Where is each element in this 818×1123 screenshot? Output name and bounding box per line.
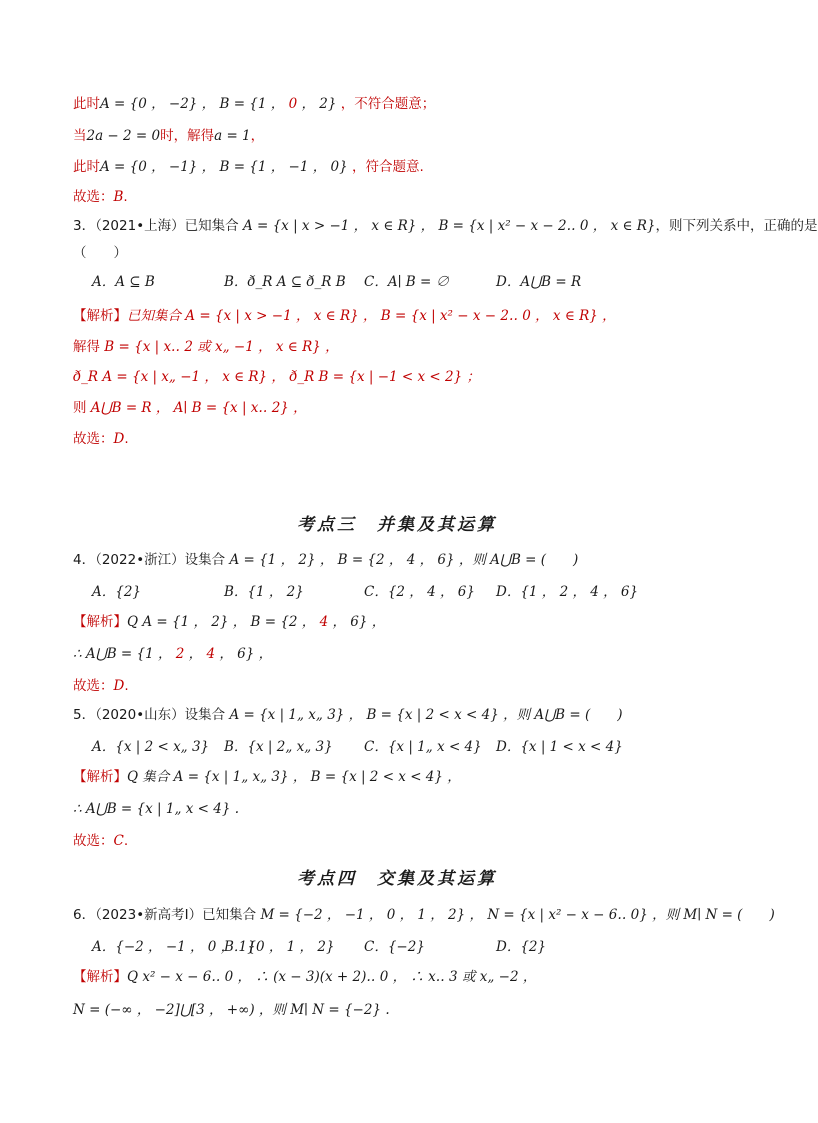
text-fragment: . [123,189,128,205]
q6-option-a: A．{−2 ， −1 ， 0 ， 1} [92,939,256,955]
math-expression: 已知集合 A = {x | x > −1 ， x ∈ R} ， B = {x | x² − x − 2‥ 0 ， x ∈ R} ， [127,308,616,324]
q3-solution-line [73,338,339,356]
text-line [73,158,424,176]
q5-solution-line [73,768,461,786]
question-4-stem [73,551,578,569]
q4-solution-line [73,613,385,631]
text-fragment: 故选： [73,431,114,447]
q3-solution-line [73,368,480,386]
math-expression: ， 6} ， [215,646,273,662]
text-fragment: ， [250,128,265,144]
question-text: ，则下列关系中，正确的是 [655,218,818,234]
text-line [73,95,435,113]
q4-solution-line [73,677,129,695]
q4-option-d: D．{1 ， 2 ， 4 ， 6} [496,584,639,600]
math-highlight: 4 [319,614,329,630]
text-fragment: . [124,678,129,694]
q5-option-a: A．{x | 2 < x„ 3} [92,739,210,755]
question-3-stem [73,217,818,235]
answer-letter: C [113,833,124,849]
math-expression: M = {−2 ， −1 ， 0 ， 1 ， 2} ， N = {x | x² − x − 6‥ 0} ，则 M∣ N = ( ) [260,907,775,923]
math-expression: A = {x | 1„ x„ 3} ， B = {x | 2 < x < 4} ，则 A⋃B = ( ) [229,707,623,723]
q4-option-a: A．{2} [92,584,142,600]
q4-option-b: B．{1 ， 2} [224,584,304,600]
question-text: 6．（2023•新高考Ⅰ）已知集合 [73,907,261,923]
q6-option-b: B．{0 ， 1 ， 2} [224,939,335,955]
text-line [73,127,264,145]
q6-option-d: D．{2} [496,939,547,955]
math-expression: A⋃B = R ， A∣ B = {x | x‥ 2} ， [90,400,307,416]
math-expression: A = {0 ， −2} ， B = {1 ， [100,96,289,112]
text-fragment: ，不符合题意； [340,96,436,112]
question-5-stem [73,706,623,724]
q3-solution-line [73,399,307,417]
math-expression: ∴ A⋃B = {x | 1„ x < 4} . [73,801,239,817]
math-expression: a = 1 [214,128,251,144]
q3-option-d: D．A⋃B = R [496,274,582,290]
math-highlight: 0 [288,96,298,112]
math-expression: Q 集合 A = {x | 1„ x„ 3} ， B = {x | 2 < x < 4} ， [127,769,461,785]
math-expression: B = {x | x‥ 2 或 x„ −1 ， x ∈ R} ， [104,339,339,355]
q4-option-c: C．{2 ， 4 ， 6} [364,584,475,600]
q6-solution-line [73,968,536,986]
math-expression: ， 6} ， [328,614,386,630]
answer-letter: D [113,431,125,447]
solution-tag: 【解析】 [73,769,127,785]
math-expression: A = {1 ， 2} ， B = {2 ， 4 ， 6} ，则 A⋃B = ( ) [229,552,579,568]
text-fragment: 故选： [73,833,114,849]
q5-option-b: B．{x | 2„ x„ 3} [224,739,333,755]
q3-option-a: A．A ⊆ B [92,274,155,290]
section-heading-intersection: 考点四 交集及其运算 [297,869,497,889]
text-fragment: 此时 [73,96,100,112]
text-fragment: ，符合题意. [352,159,424,175]
math-highlight: 2 [175,646,185,662]
text-fragment: 解得 [73,339,105,355]
solution-tag: 【解析】 [73,969,127,985]
q3-solution-line [73,430,129,448]
solution-tag: 【解析】 [73,614,127,630]
q6-option-c: C．{−2} [364,939,425,955]
math-expression: A = {0 ， −1} ， B = {1 ， −1 ， 0} [100,159,353,175]
text-line [73,188,128,206]
text-fragment: 当 [73,128,87,144]
q5-solution-line [73,832,128,850]
math-expression: N = (−∞ ， −2]⋃[3 ， +∞) ，则 M∣ N = {−2} . [73,1002,390,1018]
math-expression: Q A = {1 ， 2} ， B = {2 ， [127,614,320,630]
question-3-stem-cont [73,244,127,262]
q3-solution-line [73,307,616,325]
math-expression: ð_R A = {x | x„ −1 ， x ∈ R} ， ð_R B = {x | −1 < x < 2} ； [73,369,480,385]
answer-letter: D [113,678,125,694]
question-text: 5．（2020•山东）设集合 [73,707,230,723]
question-text: 4．（2022•浙江）设集合 [73,552,230,568]
math-expression: A = {x | x > −1 ， x ∈ R} ， B = {x | x² − x − 2‥ 0 ， x ∈ R} [242,218,656,234]
math-expression: 2a − 2 = 0 [86,128,161,144]
math-expression: ， 2} [297,96,341,112]
text-fragment: . [124,431,129,447]
q3-option-c: C．A∣ B = ∅ [364,274,450,290]
solution-tag: 【解析】 [73,308,127,324]
text-fragment: 故选： [73,678,114,694]
answer-letter: B [113,189,124,205]
q4-solution-line [73,645,272,663]
text-fragment: 时，解得 [160,128,215,144]
math-highlight: 4 [206,646,216,662]
math-expression: ， [184,646,207,662]
text-fragment: 故选： [73,189,114,205]
q6-solution-line [73,1001,390,1019]
q5-solution-line [73,800,239,818]
math-expression: Q x² − x − 6‥ 0 ， ∴ (x − 3)(x + 2)‥ 0 ， ∴ x‥ 3 或 x„ −2 ， [127,969,537,985]
text-fragment: 则 [73,400,91,416]
question-6-stem [73,906,775,924]
q5-option-c: C．{x | 1„ x < 4} [364,739,482,755]
q5-option-d: D．{x | 1 < x < 4} [496,739,623,755]
text-fragment: 此时 [73,159,100,175]
question-text: 3．（2021•上海）已知集合 [73,218,243,234]
math-expression: ∴ A⋃B = {1 ， [73,646,176,662]
section-heading-union: 考点三 并集及其运算 [297,515,497,535]
question-text: （ ） [73,245,127,261]
text-fragment: . [123,833,129,849]
q3-option-b: B．ð_R A ⊆ ð_R B [224,274,346,290]
